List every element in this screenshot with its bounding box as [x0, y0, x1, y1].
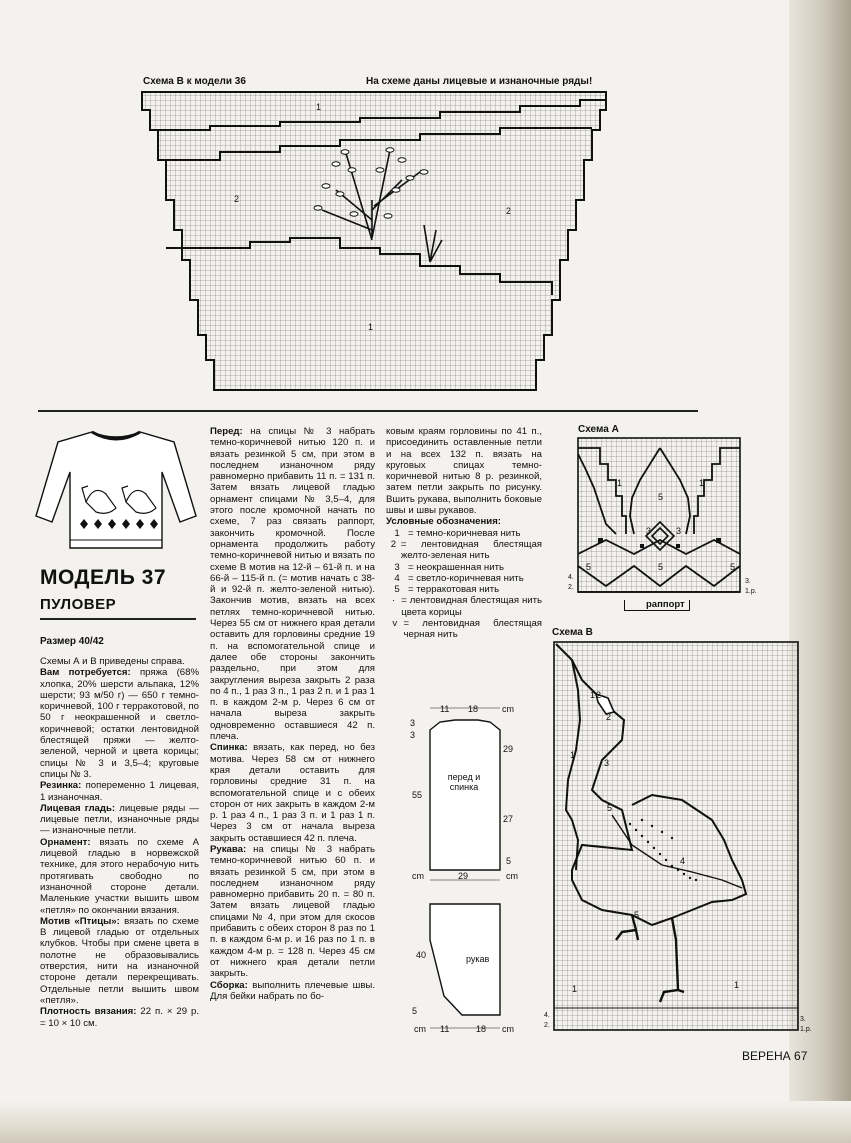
scheme-b-row-label: 4. — [544, 1012, 550, 1019]
front-dim: 3 — [410, 730, 416, 740]
sleeve-dim: 5 — [412, 1006, 418, 1016]
col2-paragraph: Сборка: выполнить плечевые швы. Для бейки набрать по бо- — [210, 979, 375, 1002]
front-back-label: перед и спинка — [447, 772, 481, 792]
legend-item: · = лентовидная блестящая нить цвета корицы — [392, 595, 542, 618]
front-dim: 18 — [468, 704, 479, 714]
text-column-2 — [210, 426, 375, 1002]
scheme-b-label: 5 — [634, 910, 640, 920]
col1-paragraph: Орнамент: вязать по схеме А лицевой гладью в норвежской технике, для этого нерабочую нить протягивать свободно по изнаночной стороне детали. Маленькие участки вышить швом «петля» по окончании вязания. — [40, 836, 200, 916]
scheme-b-label: 1 — [734, 980, 740, 990]
scheme-b-row-label: 2. — [544, 1022, 550, 1029]
front-dim: 3 — [410, 718, 416, 728]
page-number: 67 — [794, 1049, 808, 1063]
col2-paragraph: Рукава: на спицы № 3 набрать темно-коричневой нитью 60 п. и вязать резинкой 5 см, при этом в последнем изнаночном ряду равномерно прибавить 20 п. = 80 п. Затем вязать лицевой гладью спицами № 4, при этом для скосов прибавить с обеих сторон 8 раз по 1 п. в каждом 6-м р. и 16 раз по 1 п. в каждом 4-м р. = 128 п. Через 45 см от нижнего края детали петли закрыть. — [210, 843, 375, 980]
front-back-piece — [430, 720, 500, 870]
scheme-b-label: 2 — [606, 712, 612, 722]
legend-item: 3 = неокрашенная нить — [394, 561, 504, 573]
magazine-name: ВЕРЕНА — [742, 1049, 791, 1063]
scheme-a-label: 5 — [658, 492, 664, 502]
legend-item: 1 = темно-коричневая нить — [394, 527, 521, 539]
scheme-a-row-label: 1.р. — [745, 588, 757, 595]
col1-paragraph: Лицевая гладь: лицевые ряды — лицевые петли, изнаночные ряды — изнаночные петли. — [40, 802, 199, 837]
scheme-a-title: Схема А — [578, 424, 619, 435]
col1-paragraph: Вам потребуется: пряжа (68% хлопка, 20% шерсти альпака, 12% шерсти; 93 м/50 г) — 650 г темно-коричневой, 100 г терракотовой, по 50 г неокрашенной и светло-коричневой; остатки лентовидной блестящей пряжи — желто-зеленой, черной и цвета корицы; спицы № 3 и 3,5–4; круговые спицы № 3. — [40, 667, 199, 780]
scheme-b-label: 4 — [680, 856, 686, 866]
scheme-a-row-label: 4. — [568, 574, 574, 581]
legend-item: 5 = терракотовая нить — [394, 584, 500, 596]
col1-paragraph: Схемы А и В приведены справа. — [40, 656, 185, 667]
scheme-b-label: 5 — [607, 803, 613, 813]
scheme-a-row-label: 2. — [568, 584, 574, 591]
col2-paragraph: Перед: на спицы № 3 набрать темно-коричневой нитью 120 п. и вязать резинкой 5 см, при этом в последнем изнаночном ряду равномерно прибавить 11 п. = 131 п. Затем вязать лицевой гладью орнамент спицами № 3,5–4, для этого после кромочной начать по схеме, 7 раз связать раппорт, закончить кромочной. После орнамента продолжить работу темно-коричневой нитью и вязать по схеме В мотив на 12-й – 61-й п. и на 66-й – 115-й п. (= мотив начать с 38-й и 92-й п. желто-зеленой нитью). Закончив мотив, вязать на всех петлях темно-коричневой нитью. Через 55 см от нижнего края детали оставить для горловины средние 19 п. на вспомогательной спице и далее обе стороны закончить раздельно, при этом для закругления выреза закрыть 2 раза по 4 п., 1 раз 3 п., 1 раз 2 п. и 1 раз 1 п. в каждом 2-м р. Через 6 см от начала выреза закрыть одновременно оставшиеся 42 п. плеча. — [210, 426, 375, 743]
scheme-a-label: 1 — [699, 478, 705, 488]
scheme-b-label: 1 — [590, 690, 596, 700]
model-heading: МОДЕЛЬ 37 — [40, 566, 167, 589]
scheme-b-title: Схема В — [552, 627, 593, 638]
front-dim: cm — [506, 871, 518, 881]
front-dim: 11 — [440, 704, 450, 714]
scheme-a-label: 5 — [730, 562, 736, 572]
sleeve-dim: cm — [414, 1024, 426, 1034]
legend-item: 4 = светло-коричневая нить — [394, 572, 524, 584]
scheme-a-label: 3 — [646, 526, 652, 536]
legend-item: v = лентовидная блестящая черная нить — [392, 618, 542, 641]
scheme-a-label: 1 — [617, 478, 623, 488]
legend-title: Условные обозначения: — [386, 516, 501, 528]
rapport-label: раппорт — [646, 599, 685, 610]
text-column-3 — [386, 426, 542, 641]
scheme-b-label: 1 — [570, 750, 576, 760]
sleeve-piece — [430, 904, 500, 1015]
sleeve-dim: 11 — [440, 1024, 450, 1034]
front-dim: cm — [412, 871, 424, 881]
sleeve-dim: cm — [502, 1024, 514, 1034]
front-dim: 55 — [412, 790, 423, 800]
col1-paragraph: Резинка: попеременно 1 лицевая, 1 изнаночная. — [40, 780, 199, 803]
page-footer — [742, 1049, 807, 1063]
heading-rule — [40, 618, 196, 620]
col1-paragraph: Мотив «Птицы»: вязать по схеме В лицевой гладью от отдельных клубков. Чтобы при смене цвета в полотне не образовывались отверстия, нити на изнаночной стороне детали перекрещивать. Отдельные петли вышить швом «петля». — [40, 915, 199, 1006]
front-dim: cm — [502, 704, 514, 714]
scheme-a-label: 5 — [586, 562, 592, 572]
model-subheading: ПУЛОВЕР — [40, 596, 117, 613]
sleeve-dim: 18 — [476, 1024, 487, 1034]
scheme-a-chart — [576, 436, 744, 596]
col3-text: ковым краям горловины по 41 п., присоединить оставленные петли и на всех 132 п. вязать на круговых спицах темно-коричневой нитью 8 р. резинкой, затем петли закрыть по рисунку. Вшить рукава, выполнить боковые швы и швы рукавов. — [386, 426, 542, 517]
scheme-a-label: 3 — [676, 526, 682, 536]
scheme-b36-label-1b: 1 — [368, 322, 374, 332]
sweater-sketch — [34, 428, 199, 560]
scheme-b36-chart — [140, 90, 610, 395]
scheme-b36-label-2a: 2 — [234, 194, 240, 204]
section-divider — [38, 410, 698, 412]
page-bottom-edge — [0, 1101, 851, 1143]
scheme-b36-label-1: 1 — [316, 102, 322, 112]
front-dim: 29 — [458, 871, 469, 881]
scheme-b36-note: На схеме даны лицевые и изнаночные ряды! — [366, 76, 593, 87]
sleeve-label: рукав — [466, 954, 490, 964]
model-size: Размер 40/42 — [40, 636, 104, 647]
scheme-b-row-label: 3. — [800, 1016, 806, 1023]
scheme-b-row-label: 1.р. — [800, 1026, 812, 1033]
scheme-b36-label-2b: 2 — [506, 206, 512, 216]
col1-paragraph: Плотность вязания: 22 п. × 29 р. = 10 × 10 см. — [40, 1006, 199, 1029]
scheme-b-label: 1 — [572, 984, 578, 994]
scheme-b-label: 3 — [604, 758, 610, 768]
front-dim: 29 — [503, 744, 514, 754]
scheme-a-row-label: 3. — [745, 578, 751, 585]
sleeve-dim: 40 — [416, 950, 427, 960]
scheme-a-label: 5 — [658, 562, 664, 572]
col2-paragraph: Спинка: вязать, как перед, но без мотива. Через 58 см от нижнего края детали оставить для горловины средние 31 п. на вспомогательной спице и с обеих сторон от них закрыть в каждом 2-м р. 1 раз 4 п., 1 раз 3 п. и 1 раз 1 п. Через 3 см от начала выреза закрыть оставшиеся 42 п. плеча. — [210, 742, 376, 844]
scheme-b36-title: Схема В к модели 36 — [143, 76, 246, 87]
legend-list — [386, 528, 542, 641]
front-dim: 27 — [503, 814, 514, 824]
legend-item: 2 = лентовидная блестящая желто-зеленая нить — [390, 538, 542, 562]
scheme-b-label: 2 — [596, 690, 602, 700]
text-column-1 — [40, 656, 199, 1029]
front-dim: 5 — [506, 856, 512, 866]
